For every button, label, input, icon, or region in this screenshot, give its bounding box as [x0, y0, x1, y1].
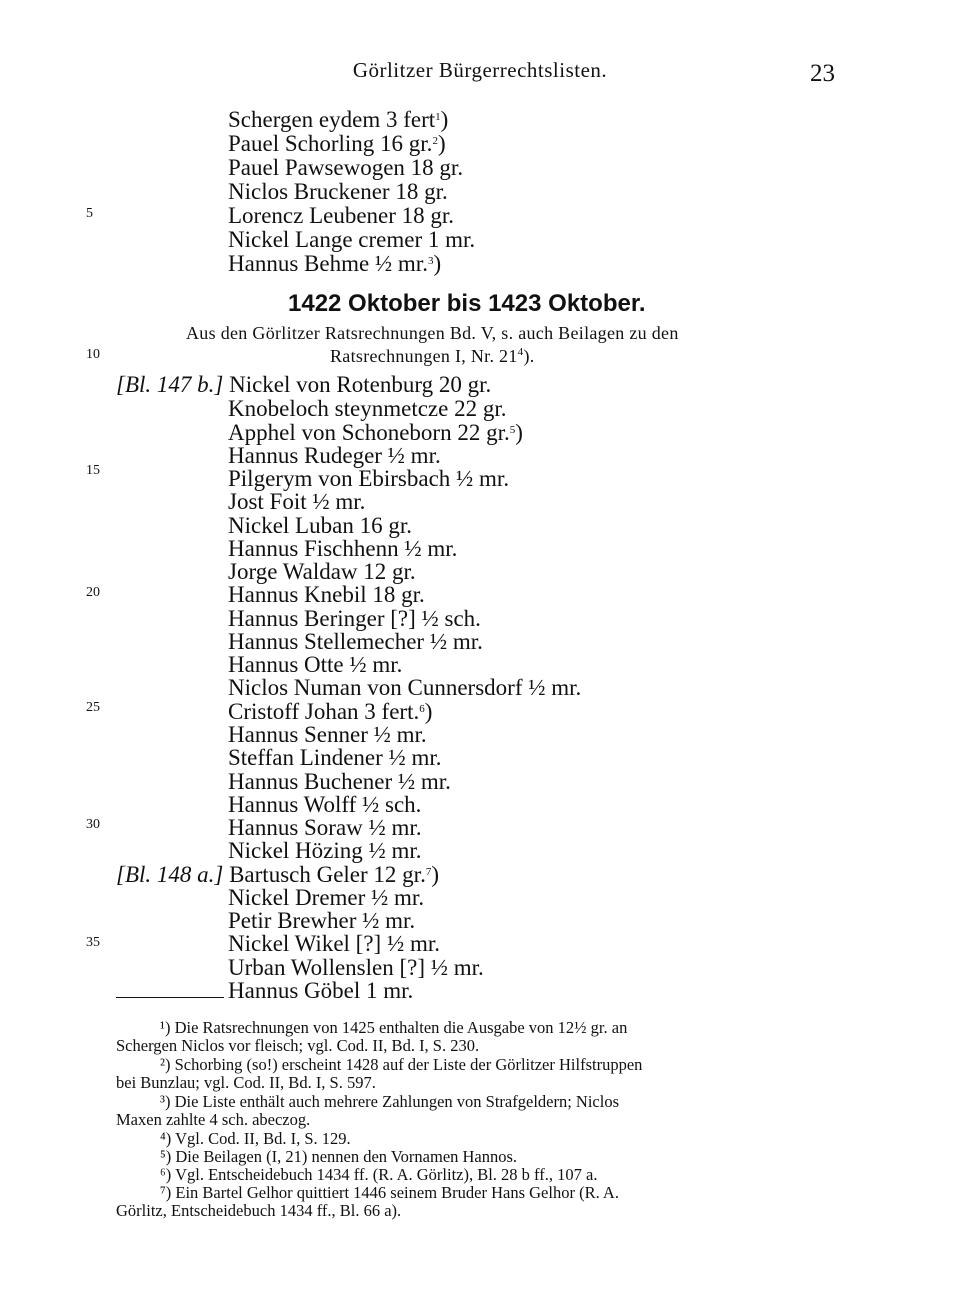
section-source-line1: Aus den Görlitzer Ratsrechnungen Bd. V, s. auch Beilagen zu den [186, 323, 679, 343]
list-item: Hannus Wolff ½ sch. [228, 792, 422, 817]
list-item: Niclos Bruckener 18 gr. [228, 179, 448, 204]
page-number: 23 [810, 60, 835, 87]
list-item: Hannus Behme ½ mr.$^3$) [228, 251, 442, 276]
list-item: Hannus Buchener ½ mr. [228, 769, 451, 794]
footnote: ⁶) Vgl. Entscheidebuch 1434 ff. (R. A. Görlitz), Bl. 28 b ff., 107 a. [160, 1165, 598, 1184]
footnote: ⁵) Die Beilagen (I, 21) nennen den Vornamen Hannos. [160, 1147, 518, 1166]
list-item: Jost Foit ½ mr. [228, 489, 366, 514]
list-item: [Bl. 148 a.] Bartusch Geler 12 gr.$^7$) [116, 862, 439, 887]
footnote: ⁴) Vgl. Cod. II, Bd. I, S. 129. [160, 1129, 351, 1148]
section-heading: 1422 Oktober bis 1423 Oktober. [288, 290, 646, 317]
list-item: Hannus Göbel 1 mr. [228, 978, 414, 1003]
list-item: Nickel Dremer ½ mr. [228, 885, 425, 910]
list-item: Nickel Hözing ½ mr. [228, 838, 422, 863]
list-item: Hannus Stellemecher ½ mr. [228, 629, 483, 654]
list-item: [Bl. 147 b.] Nickel von Rotenburg 20 gr. [116, 372, 492, 397]
list-item: Cristoff Johan 3 fert.$^6$) [228, 699, 433, 724]
list-item: Pilgerym von Ebirsbach ½ mr. [228, 466, 510, 491]
list-item: Hannus Fischhenn ½ mr. [228, 536, 458, 561]
footnote-rule [116, 997, 224, 998]
list-item: Pauel Pawsewogen 18 gr. [228, 155, 464, 180]
line-number: 25 [86, 700, 100, 715]
list-item: Hannus Beringer [?] ½ sch. [228, 606, 481, 631]
list-item: Hannus Soraw ½ mr. [228, 815, 422, 840]
line-number: 15 [86, 463, 100, 478]
list-item: Petir Brewher ½ mr. [228, 908, 416, 933]
line-number: 30 [86, 817, 100, 832]
footnote: ²) Schorbing (so!) erscheint 1428 auf der Liste der Görlitzer Hilfstruppen bei Bunzlau; vgl. Cod. II, Bd. I, S. 597. [116, 1055, 643, 1092]
footnote: ³) Die Liste enthält auch mehrere Zahlungen von Strafgeldern; Niclos Maxen zahlte 4 sch. abeczog. [116, 1092, 620, 1129]
line-number: 5 [86, 206, 93, 221]
folio-reference: [Bl. 148 a.] [116, 862, 224, 887]
line-number: 20 [86, 585, 100, 600]
list-item: Niclos Numan von Cunnersdorf ½ mr. [228, 675, 582, 700]
list-item: Apphel von Schoneborn 22 gr.$^5$) [228, 420, 523, 445]
list-item: Lorencz Leubener 18 gr. [228, 203, 455, 228]
section-source-line2: Ratsrechnungen I, Nr. $21^4$). [330, 346, 535, 366]
line-number: 10 [86, 347, 100, 362]
folio-reference: [Bl. 147 b.] [116, 372, 224, 397]
list-item: Steffan Lindener ½ mr. [228, 745, 442, 770]
list-item: Hannus Otte ½ mr. [228, 652, 403, 677]
page-header-title: Görlitzer Bürgerrechtslisten. [352, 58, 608, 82]
list-item: Urban Wollenslen [?] ½ mr. [228, 955, 484, 980]
list-item: Schergen eydem 3 fert$^1$) [228, 107, 449, 132]
footnote: ⁷) Ein Bartel Gelhor quittiert 1446 seinem Bruder Hans Gelhor (R. A. Görlitz, Entscheidebuch 1434 ff., Bl. 66 a). [116, 1183, 619, 1220]
list-item: Nickel Lange cremer 1 mr. [228, 227, 476, 252]
list-item: Jorge Waldaw 12 gr. [228, 559, 416, 584]
footnote: ¹) Die Ratsrechnungen von 1425 enthalten die Ausgabe von 12½ gr. an Schergen Niclos vor fleisch; vgl. Cod. II, Bd. I, S. 230. [116, 1018, 628, 1055]
line-number: 35 [86, 935, 100, 950]
list-item: Hannus Senner ½ mr. [228, 722, 427, 747]
list-item: Hannus Rudeger ½ mr. [228, 443, 441, 468]
list-item: Knobeloch steynmetcze 22 gr. [228, 396, 507, 421]
list-item: Nickel Wikel [?] ½ mr. [228, 931, 440, 956]
list-item: Hannus Knebil 18 gr. [228, 582, 425, 607]
list-item: Nickel Luban 16 gr. [228, 513, 412, 538]
list-item: Pauel Schorling 16 gr.$^2$) [228, 131, 446, 156]
